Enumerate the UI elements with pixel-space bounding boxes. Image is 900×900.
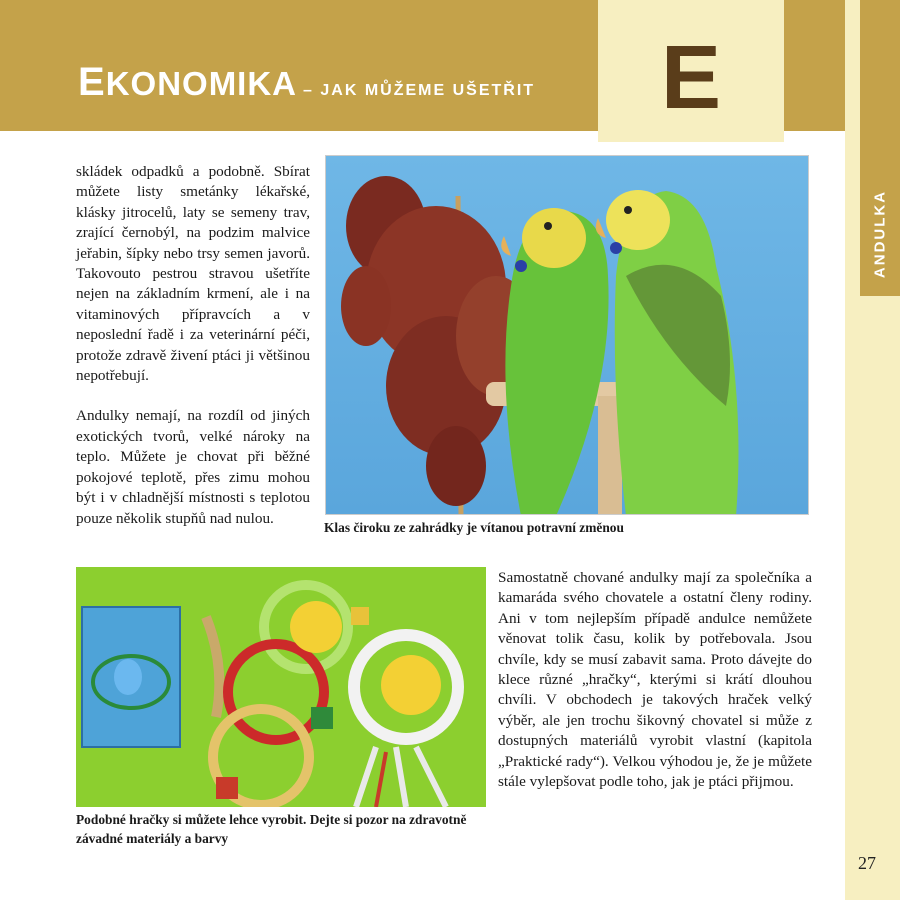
side-tab-label: ANDULKA [871,189,889,279]
budgerigars-illustration [326,156,809,515]
right-column-text [498,568,812,792]
page-number: 27 [858,853,876,873]
bird-toys-photo [76,567,486,807]
paragraph: skládek odpadků a podobně. Sbírat můžete listy smetánky lékařské, klásky jitrocelů, laty se semeny trav, zrající černobýl, na podzim malvice jeřabin, šípky nebo trsy semen javorů. Takovouto pestrou stravou ušetříte nejen na základním krmení, ale i na vitaminových přípravcích a v neposlední řadě i za veterinární péči, protože zdravě živení ptáci ji většinou nepotřebují. [76,163,310,385]
title-subtitle: – JAK MŮŽEME UŠETŘIT [303,82,536,99]
bird-toys-illustration [76,567,486,807]
top-photo-caption: Klas čiroku ze zahrádky je vítanou potravní změnou [324,520,624,535]
paragraph: Samostatně chované andulky mají za společníka a kamaráda svého chovatele a ostatní členy rodiny. Ani v tom nejlepším případě andulce nemůžete věnovat tolik času, kolik by potřebovala. Jsou chvíle, kdy se musí zabavit sama. Proto dávejte do klece různé „hračky“, kterými si krátí dlouhou chvíli. V obchodech je takových hraček velký výběr, ale jen trochu šikovný chovatel si může z dostupných materiálů vyrobit vlastní (kapitola „Praktické rady“). Velkou výhodou je, že je můžete stále vylepšovat podle toho, jak je ptáci přijmou. [498,569,812,791]
left-column-text [76,162,310,529]
toy-package [82,607,180,747]
paragraph: Andulky nemají, na rozdíl od jiných exotických tvorů, velké nároky na teplo. Můžete je chovat při běžné pokojové teplotě, přes zimu mohou být i v chladnější místnosti s teplotou pouze několik stupňů nad nulou. [76,407,310,527]
bottom-photo-caption: Podobné hračky si můžete lehce vyrobit. Dejte si pozor na zdravotně závadné materiály a barvy [76,812,467,846]
page-title [78,60,535,105]
budgerigars-photo [325,155,809,515]
title-main: EKONOMIKA [78,60,298,104]
chapter-letter-box [598,0,784,142]
chapter-letter: E [660,28,722,128]
